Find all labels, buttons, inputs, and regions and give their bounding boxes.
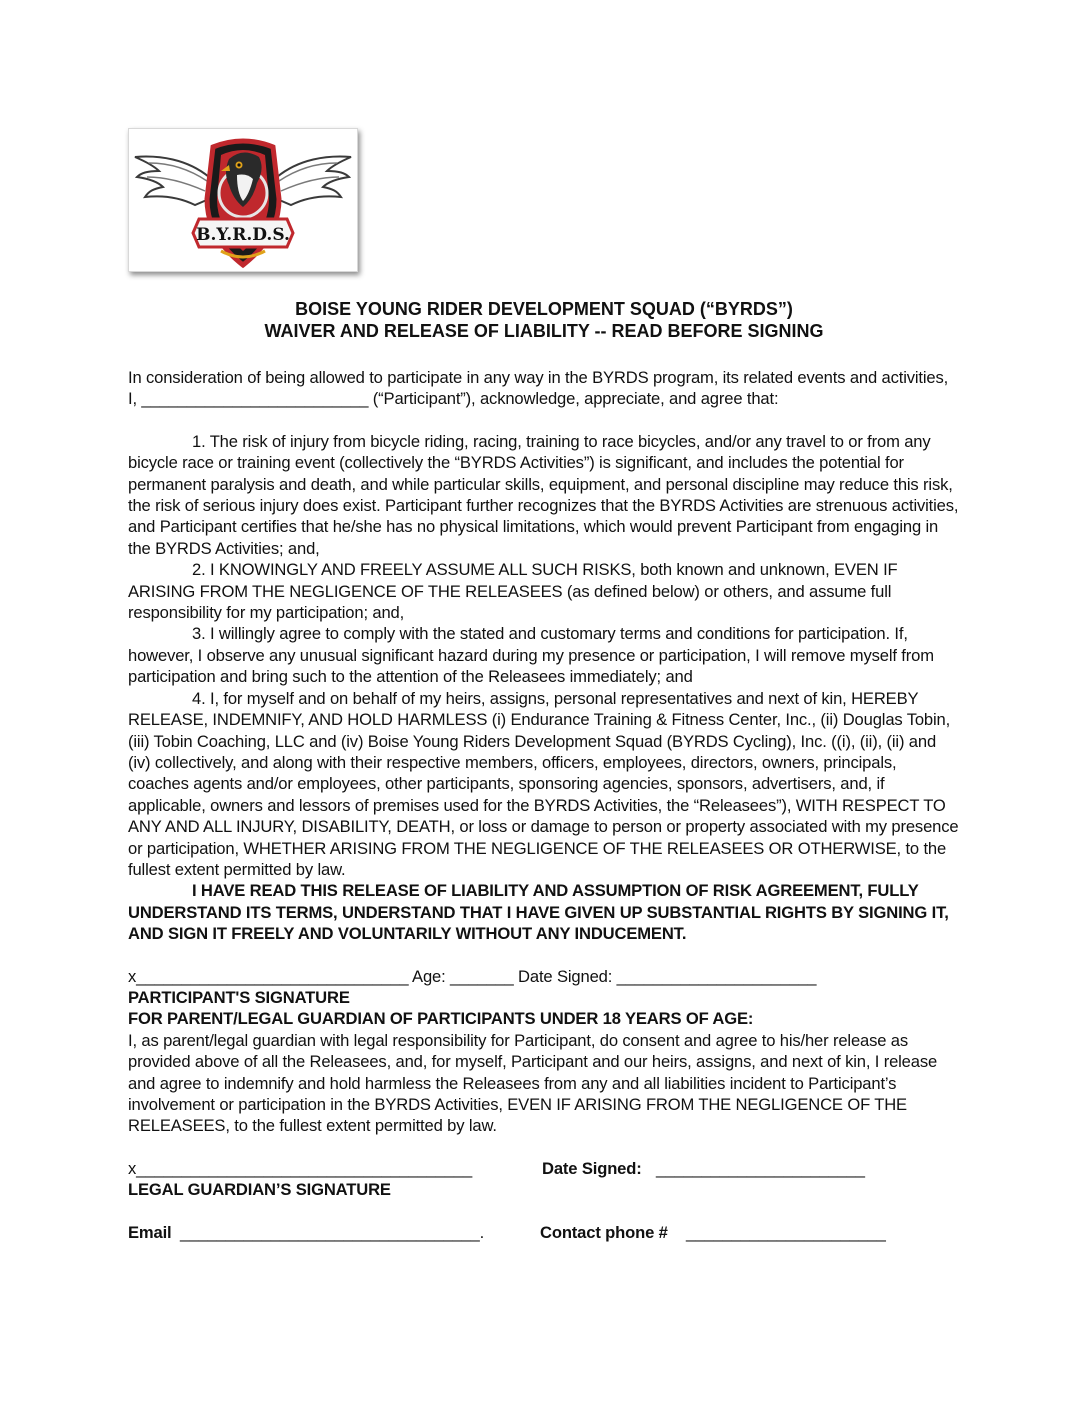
clause-4: 4. I, for myself and on behalf of my heirs, assigns, personal representatives and next of kin, HEREBY RELEASE, INDEMNIFY, AND HOLD HARMLESS (i) Endurance Training & Fitness Center, Inc., (ii) Douglas Tobin, (iii) Tobin Coaching, LLC and (iv) Boise Young Riders Development Squad (BYRDS Cycling), Inc. ((i), (ii), (ii) and (iv) collectively, and along with their respective members, officers, employees, directors, owners, principals, coaches agents and/or employees, other participants, sponsoring agencies, sponsors, advertisers, and, if applicable, owners and lessors of premises used for the BYRDS Activities, the “Releasees”), WITH RESPECT TO ANY AND ALL INJURY, DISABILITY, DEATH, or loss or damage to person or property associated with my presence or participation, WHETHER ARISING FROM THE NEGLIGENCE OF THE RELEASEES OR OTHERWISE, to the fullest extent permitted by law.	[128, 688, 959, 879]
byrds-logo-graphic	[129, 129, 357, 271]
clause-2: 2. I KNOWINGLY AND FREELY ASSUME ALL SUCH RISKS, both known and unknown, EVEN IF ARISING FROM THE NEGLIGENCE OF THE RELEASEES (as defined below) or others, and assume full responsibility for my participation; and,	[128, 560, 898, 623]
contact-row	[128, 1222, 960, 1243]
email-label: Email	[128, 1222, 172, 1242]
guardian-consent-paragraph: I, as parent/legal guardian with legal responsibility for Participant, do consent and agree to his/her release as provided above of all the Releasees, and, for myself, Participant and our heirs, assigns, and next of kin, I release and agree to indemnify and hold harmless the Releasees from any and all liabilities incident to Participant’s involvement or participation in the BYRDS Activities, EVEN IF ARISING FROM THE NEGLIGENCE OF THE RELEASEES, to the fullest extent permitted by law.	[128, 1030, 938, 1136]
phone-field[interactable]: ______________________	[686, 1222, 886, 1242]
participant-signature-line[interactable]: x______________________________ Age: _______ Date Signed: ______________________	[128, 966, 817, 986]
logo-text: B.Y.R.D.S.	[196, 225, 290, 245]
document-title	[128, 298, 960, 342]
intro-paragraph: In consideration of being allowed to participate in any way in the BYRDS program, its related events and activities, I, _________________________ (“Participant”), acknowledge, appreciate, and agree that:	[128, 368, 949, 409]
phone-label: Contact phone #	[540, 1222, 668, 1242]
email-field[interactable]: _________________________________.	[180, 1222, 485, 1242]
guardian-date-label: Date Signed:	[542, 1158, 642, 1178]
guardian-heading: FOR PARENT/LEGAL GUARDIAN OF PARTICIPANTS UNDER 18 YEARS OF AGE:	[128, 1009, 754, 1029]
title-line-2: WAIVER AND RELEASE OF LIABILITY -- READ BEFORE SIGNING	[264, 321, 824, 341]
guardian-date-field[interactable]: _______________________	[656, 1158, 865, 1178]
waiver-body	[128, 367, 960, 1243]
acknowledgement-paragraph: I HAVE READ THIS RELEASE OF LIABILITY AND ASSUMPTION OF RISK AGREEMENT, FULLY UNDERSTAND ITS TERMS, UNDERSTAND THAT I HAVE GIVEN UP SUBSTANTIAL RIGHTS BY SIGNING IT, AND SIGN IT FREELY AND VOLUNTARILY WITHOUT ANY INDUCEMENT.	[128, 881, 949, 944]
right-wing-icon	[277, 157, 351, 205]
guardian-signature-label: LEGAL GUARDIAN’S SIGNATURE	[128, 1180, 391, 1200]
clause-1: 1. The risk of injury from bicycle riding, racing, training to race bicycles, and/or any travel to or from any bicycle race or training event (collectively the “BYRDS Activities”) is significant, and includes the potential for permanent paralysis and death, and while particular skills, equipment, and personal discipline may reduce this risk, the risk of serious injury does exist. Participant further recognizes that the BYRDS Activities are strenuous activities, and Participant certifies that he/she has no physical limitations, which would prevent Participant from engaging in the BYRDS Activities; and,	[128, 431, 959, 558]
clause-3: 3. I willingly agree to comply with the stated and customary terms and conditions for participation. If, however, I observe any unusual significant hazard during my presence or participation, I will remove myself from participation and bring such to the attention of the Releasees immediately; and	[128, 624, 934, 687]
title-line-1: BOISE YOUNG RIDER DEVELOPMENT SQUAD (“BYRDS”)	[295, 299, 793, 319]
byrds-logo	[128, 128, 358, 272]
guardian-signature-row	[128, 1158, 960, 1179]
participant-signature-label: PARTICIPANT'S SIGNATURE	[128, 987, 350, 1007]
left-wing-icon	[135, 157, 209, 205]
guardian-signature-line[interactable]: x_____________________________________	[128, 1158, 473, 1178]
